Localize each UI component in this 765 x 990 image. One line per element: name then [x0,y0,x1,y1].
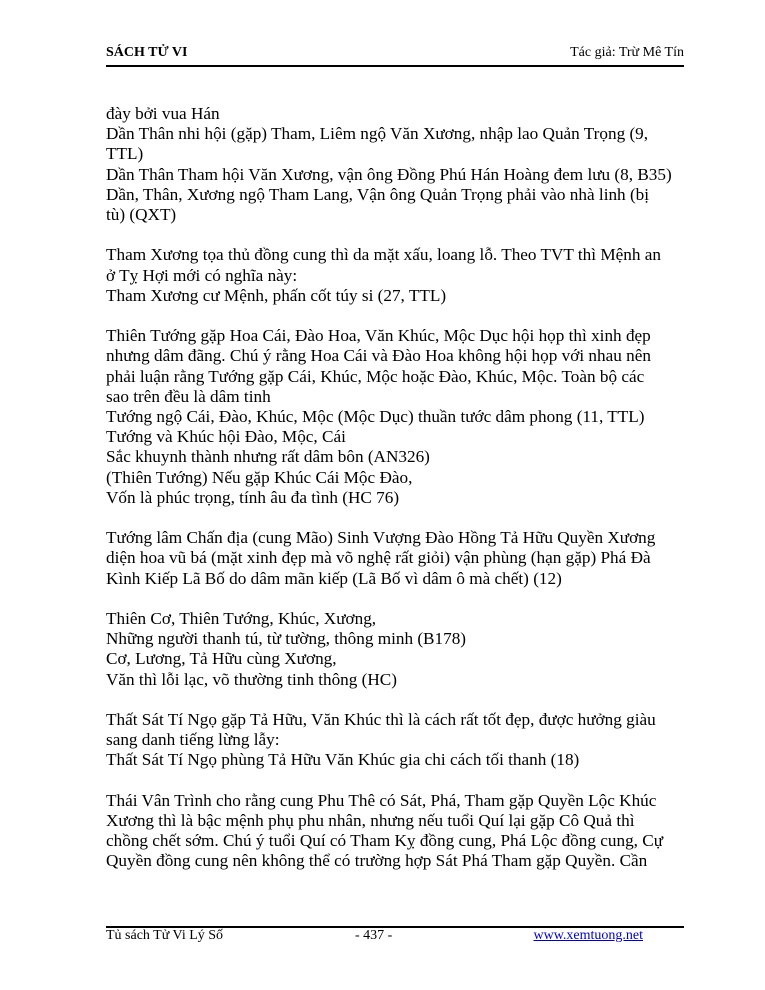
website-link[interactable]: www.xemtuong.net [533,928,643,943]
paragraph [106,791,686,872]
text-line: ở Tỵ Hợi mới có nghĩa này: [106,265,298,285]
text-line: Dần Thân Tham hội Văn Xương, vận ông Đồng Phú Hán Hoàng đem lưu (8, B35) [106,164,672,184]
text-line: Cơ, Lương, Tả Hữu cùng Xương, [106,649,337,669]
paragraph [106,245,686,306]
author-credit: Tác giả: Trừ Mê Tín [570,45,684,60]
text-line: diện hoa vũ bá (mặt xinh đẹp mà võ nghệ rất giỏi) vận phùng (hạn gặp) Phá Đà [106,548,651,568]
text-line: sao trên đều là dâm tinh [106,386,271,406]
paragraph [106,609,686,690]
header-divider [106,65,684,67]
text-line: nhưng dâm đãng. Chú ý rằng Hoa Cái và Đào Hoa không hội họp với nhau nên [106,346,651,366]
book-title: SÁCH TỬ VI [106,45,188,60]
text-line: TTL) [106,144,144,164]
paragraph [106,710,686,771]
paragraph [106,326,686,508]
text-line: Thái Vân Trình cho rằng cung Phu Thê có Sát, Phá, Tham gặp Quyền Lộc Khúc [106,790,657,810]
series-name: Tủ sách Tử Vi Lý Số [106,928,224,943]
text-line: (Thiên Tướng) Nếu gặp Khúc Cái Mộc Đào, [106,467,413,487]
page-header [106,45,684,65]
text-line: Thất Sát Tí Ngọ phùng Tả Hữu Văn Khúc gia chi cách tối thanh (18) [106,750,580,770]
text-line: Tướng lâm Chấn địa (cung Mão) Sinh Vượng Đào Hồng Tả Hữu Quyền Xương [106,528,656,548]
text-line: Vốn là phúc trọng, tính âu đa tình (HC 76) [106,487,400,507]
text-line: Tham Xương cư Mệnh, phấn cốt túy si (27, TTL) [106,285,447,305]
text-line: tù) (QXT) [106,205,177,225]
text-line: sang danh tiếng lừng lẫy: [106,730,280,750]
text-line: Dần, Thân, Xương ngộ Tham Lang, Vận ông Quản Trọng phải vào nhà linh (bị [106,184,650,204]
text-line: Xương thì là bậc mệnh phụ phu nhân, nhưng nếu tuổi Quí lại gặp Cô Quả thì [106,811,635,831]
text-line: Văn thì lỗi lạc, võ thường tinh thông (HC) [106,669,397,689]
page-number: - 437 - [355,928,393,943]
text-line: phải luận rằng Tướng gặp Cái, Khúc, Mộc hoặc Đào, Khúc, Mộc. Toàn bộ các [106,366,645,386]
text-line: Thất Sát Tí Ngọ gặp Tả Hữu, Văn Khúc thì là cách rất tốt đẹp, được hưởng giàu [106,710,656,730]
text-line: Những người thanh tú, từ tường, thông minh (B178) [106,629,467,649]
text-line: đày bởi vua Hán [106,104,220,123]
text-line: Thiên Cơ, Thiên Tướng, Khúc, Xương, [106,609,377,629]
paragraph [106,104,686,225]
text-line: Kình Kiếp Lã Bố do dâm mãn kiếp (Lã Bố vì dâm ô mà chết) (12) [106,568,562,588]
text-line: Sắc khuynh thành nhưng rất dâm bôn (AN326) [106,447,430,467]
text-line: chồng chết sớm. Chú ý tuổi Quí có Tham Kỵ đồng cung, Phá Lộc đồng cung, Cự [106,831,664,851]
text-line: Quyền đồng cung nên không thể có trường hợp Sát Phá Tham gặp Quyền. Cần [106,851,648,871]
text-line: Thiên Tướng gặp Hoa Cái, Đào Hoa, Văn Khúc, Mộc Dục hội họp thì xinh đẹp [106,326,651,346]
text-line: Tướng và Khúc hội Đào, Mộc, Cái [106,427,346,447]
text-line: Dần Thân nhi hội (gặp) Tham, Liêm ngộ Văn Xương, nhập lao Quản Trọng (9, [106,124,649,144]
page-footer [106,928,684,946]
text-line: Tướng ngộ Cái, Đào, Khúc, Mộc (Mộc Dục) thuần tước dâm phong (11, TTL) [106,407,645,427]
text-line: Tham Xương tọa thủ đồng cung thì da mặt xấu, loang lỗ. Theo TVT thì Mệnh an [106,245,661,265]
page-body [106,104,686,872]
paragraph [106,528,686,589]
